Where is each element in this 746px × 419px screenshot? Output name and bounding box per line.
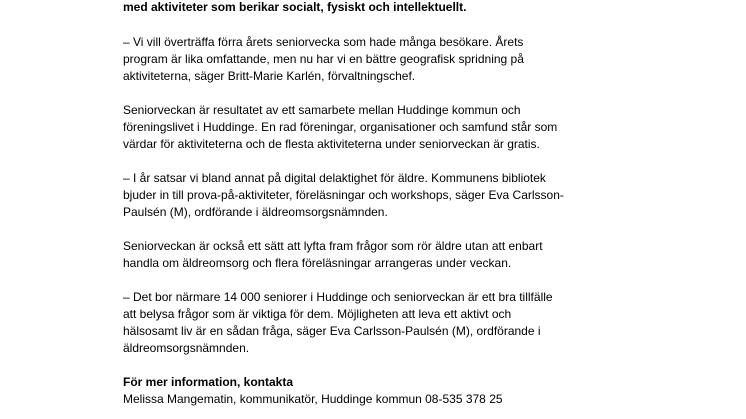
- quote1-paragraph: [123, 34, 643, 85]
- quote1-line-3: aktiviteterna, säger Britt-Marie Karlén, förvaltningschef.: [123, 69, 416, 83]
- paragraph3-line-2: handla om äldreomsorg och flera föreläsningar arrangeras under veckan.: [123, 256, 512, 270]
- quote2-line-2: bjuder in till prova-på-aktiviteter, föreläsningar och workshops, säger Eva Carlsson-: [123, 188, 564, 202]
- paragraph3-line-1: Seniorveckan är också ett sätt att lyfta fram frågor som rör äldre utan att enbart: [123, 239, 543, 253]
- quote2-paragraph: [123, 170, 643, 221]
- quote3-line-2: att belysa frågor som är viktiga för dem. Möjligheten att leva ett aktivt och: [123, 307, 512, 321]
- paragraph2-line-2: föreningslivet i Huddinge. En rad föreningar, organisationer och samfund står som: [123, 120, 558, 134]
- paragraph3: [123, 238, 643, 272]
- quote3-line-1: – Det bor närmare 14 000 seniorer i Huddinge och seniorveckan är ett bra tillfälle: [123, 290, 553, 304]
- quote1-line-1: – Vi vill överträffa förra årets seniorvecka som hade många besökare. Årets: [123, 35, 524, 49]
- quote2-line-1: – I år satsar vi bland annat på digital delaktighet för äldre. Kommunens bibliotek: [123, 171, 546, 185]
- contact-line: Melissa Mangematin, kommunikatör, Huddinge kommun 08-535 378 25: [123, 392, 503, 406]
- paragraph2-line-3: värdar för aktiviteterna och de flesta aktiviteterna under seniorveckan är gratis.: [123, 137, 540, 151]
- quote3-paragraph: [123, 289, 643, 357]
- contact-section: [123, 374, 643, 408]
- paragraph2-line-1: Seniorveckan är resultatet av ett samarbete mellan Huddinge kommun och: [123, 103, 521, 117]
- intro-tail-paragraph: [123, 0, 643, 16]
- quote3-line-4: äldreomsorgsnämnden.: [123, 341, 250, 355]
- quote3-line-3: hälsosamt liv är en sådan fråga, säger Eva Carlsson-Paulsén (M), ordförande i: [123, 324, 541, 338]
- paragraph2: [123, 102, 643, 153]
- quote2-line-3: Paulsén (M), ordförande i äldreomsorgsnämnden.: [123, 205, 388, 219]
- contact-heading: För mer information, kontakta: [123, 375, 294, 389]
- intro-tail-line: med aktiviteter som berikar socialt, fysiskt och intellektuellt.: [123, 0, 467, 14]
- quote1-line-2: program är lika omfattande, men nu har vi en bättre geografisk spridning på: [123, 52, 524, 66]
